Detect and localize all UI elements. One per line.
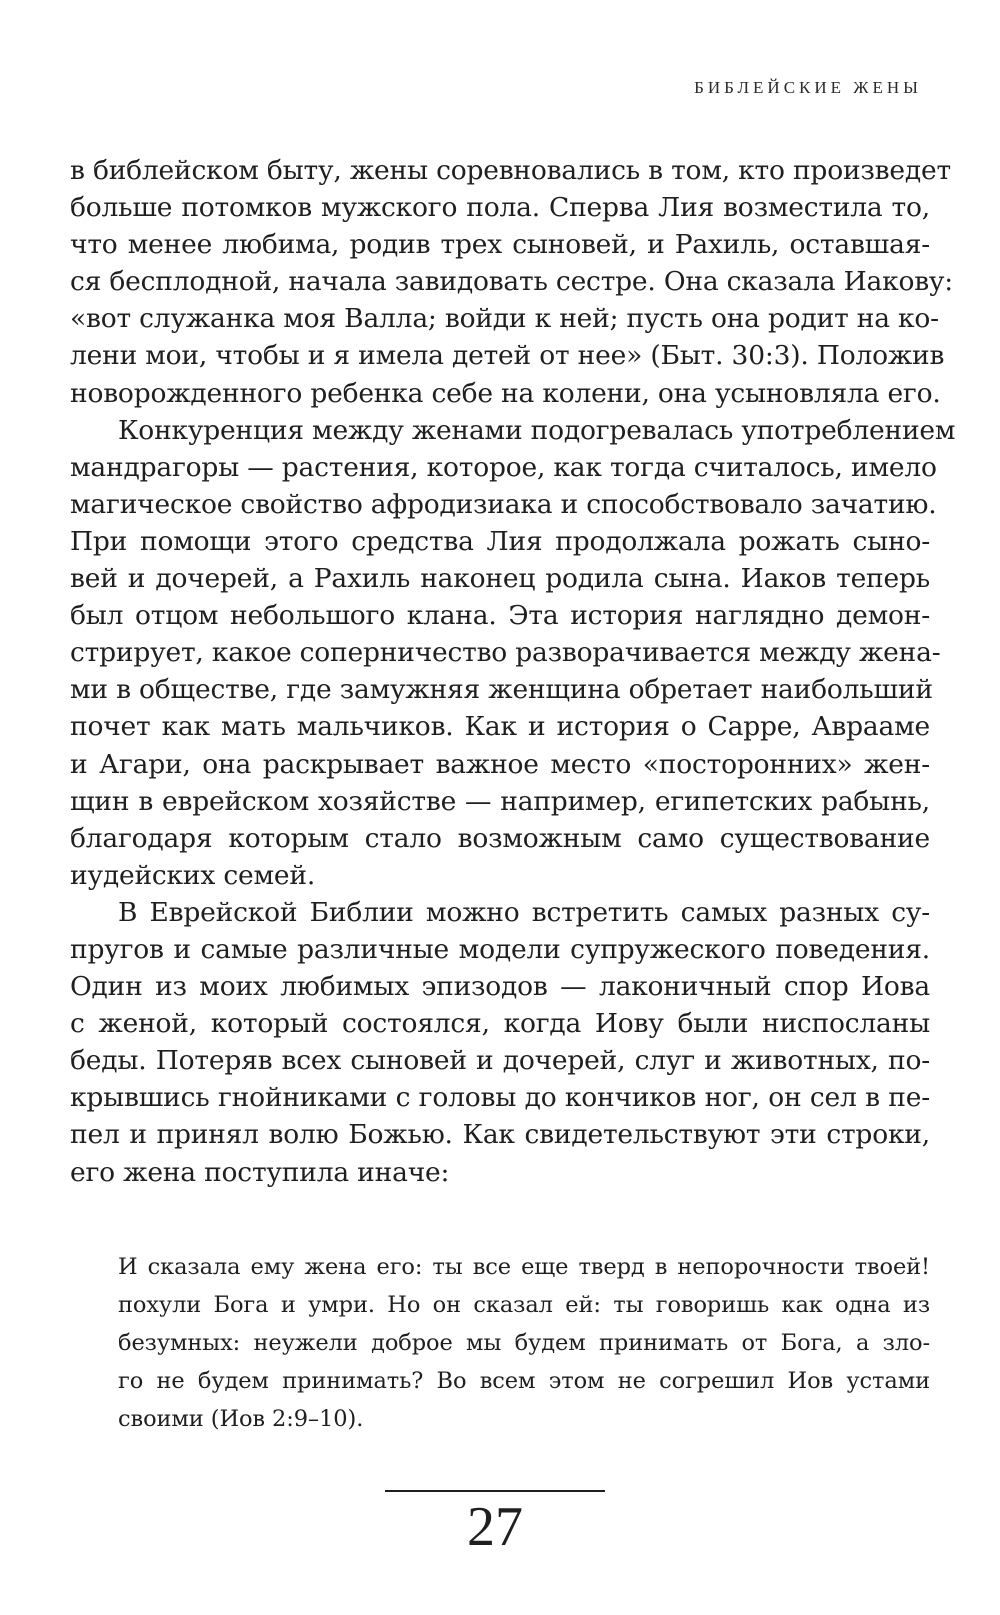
text-line: больше потомков мужского пола. Сперва Лия возместила то, (70, 192, 930, 224)
text-line: «вот служанка моя Валла; войди к ней; пусть она родит на ко- (70, 303, 939, 335)
text-line: новорожденного ребенка себе на колени, она усыновляла его. (70, 377, 941, 409)
text-line: с женой, который состоялся, когда Иову были ниспосланы (70, 1008, 930, 1040)
paragraph-3 (70, 894, 930, 1191)
text-line: в библейском быту, жены соревновались в том, кто произведет (70, 155, 951, 186)
paragraph-1 (70, 152, 954, 412)
text-line: стрирует, какое соперничество разворачивается между жена- (70, 637, 941, 669)
text-line: При помощи этого средства Лия продолжала рожать сыно- (70, 525, 930, 557)
quote-line: своими (Иов 2:9–10). (118, 1406, 364, 1432)
quote-line: го не будем принимать? Во всем этом не согрешил Иов устами (118, 1368, 930, 1394)
text-line: В Еврейской Библии можно встретить самых разных су- (118, 896, 930, 928)
page-number: 27 (467, 1496, 523, 1558)
quote-line: безумных: неужели доброе мы будем принимать от Бога, а зло- (118, 1330, 930, 1356)
text-line: вей и дочерей, а Рахиль наконец родила сына. Иаков теперь (70, 563, 930, 595)
footer-rule (385, 1490, 605, 1492)
text-line: ся бесплодной, начала завидовать сестре. Она сказала Иакову: (70, 266, 954, 298)
quote-line: И сказала ему жена его: ты все еще тверд в непорочности твоей! (118, 1254, 930, 1280)
quote-line: похули Бога и умри. Но он сказал ей: ты говоришь как одна из (118, 1292, 930, 1318)
text-line: иудейских семей. (70, 859, 316, 891)
text-line: пругов и самые различные модели супружеского поведения. (70, 933, 930, 965)
block-quote (118, 1248, 930, 1438)
text-line: пел и принял волю Божью. Как свидетельствуют эти строки, (70, 1119, 930, 1151)
body-text (70, 152, 956, 1191)
text-line: Один из моих любимых эпизодов — лаконичный спор Иова (70, 971, 930, 1003)
text-line: и Агари, она раскрывает важное место «посторонних» жен- (70, 748, 930, 780)
text-line: Конкуренция между женами подогревалась употреблением (118, 414, 956, 446)
text-line: беды. Потеряв всех сыновей и дочерей, слуг и животных, по- (70, 1045, 930, 1077)
text-line: его жена поступила иначе: (70, 1156, 450, 1188)
text-line: щин в еврейском хозяйстве — например, египетских рабынь, (70, 785, 930, 817)
text-line: мандрагоры — растения, которое, как тогда считалось, имело (70, 451, 937, 483)
text-line: что менее любима, родив трех сыновей, и Рахиль, оставшая- (70, 229, 930, 261)
text-line: лени мои, чтобы и я имела детей от нее» (Быт. 30:3). Положив (70, 340, 945, 372)
text-line: крывшись гнойниками с головы до кончиков ног, он сел в пе- (70, 1082, 930, 1114)
running-head: БИБЛЕЙСКИЕ ЖЕНЫ (694, 78, 922, 97)
text-line: благодаря которым стало возможным само существование (70, 822, 930, 854)
text-line: был отцом небольшого клана. Эта история наглядно демон- (70, 600, 930, 632)
text-line: ми в обществе, где замужняя женщина обретает наибольший (70, 674, 933, 706)
text-line: почет как мать мальчиков. Как и история о Сарре, Аврааме (70, 711, 930, 743)
paragraph-2 (70, 412, 956, 894)
text-line: магическое свойство афродизиака и способствовало зачатию. (70, 488, 937, 520)
